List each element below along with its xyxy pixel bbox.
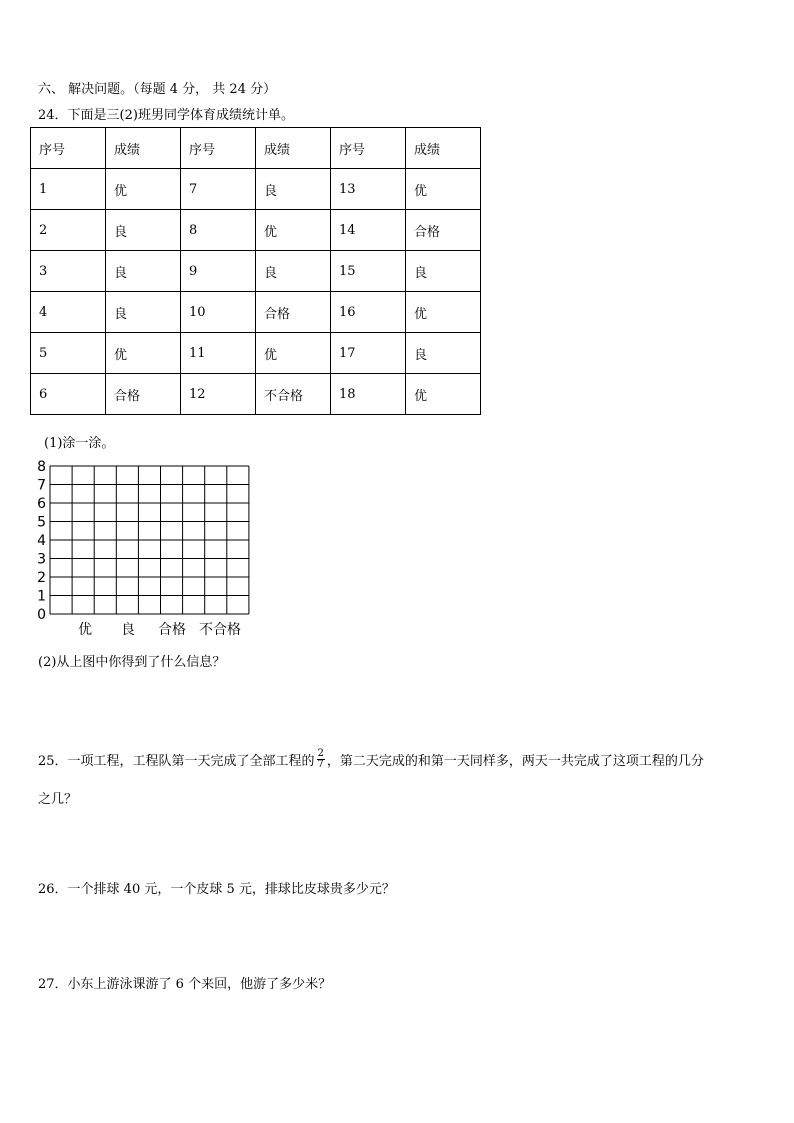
table-cell: 合格 bbox=[256, 292, 331, 333]
table-cell: 1 bbox=[31, 169, 106, 210]
table-cell: 9 bbox=[181, 251, 256, 292]
x-category-label: 不合格 bbox=[199, 622, 241, 638]
y-tick-label: 3 bbox=[37, 551, 46, 568]
fraction-numerator: 2 bbox=[317, 748, 324, 759]
table-cell: 良 bbox=[256, 251, 331, 292]
x-category-label: 优 bbox=[78, 622, 92, 638]
y-tick-label: 4 bbox=[37, 533, 46, 549]
y-tick-label: 8 bbox=[37, 459, 46, 475]
table-row bbox=[31, 374, 481, 415]
table-row bbox=[31, 333, 481, 374]
table-cell: 4 bbox=[31, 292, 106, 333]
question-25-text-before: 25．一项工程，工程队第一天完成了全部工程的 bbox=[38, 754, 315, 769]
y-tick-label: 5 bbox=[37, 514, 46, 531]
table-cell: 16 bbox=[331, 292, 406, 333]
table-cell: 不合格 bbox=[256, 374, 331, 415]
table-cell: 合格 bbox=[106, 374, 181, 415]
table-cell: 良 bbox=[256, 169, 331, 210]
question-25-text-after: ，第二天完成的和第一天同样多，两天一共完成了这项工程的几分 bbox=[326, 754, 704, 769]
bar-chart-grid bbox=[30, 456, 260, 641]
part-2-prompt: (2)从上图中你得到了什么信息？ bbox=[38, 655, 226, 670]
fraction-denominator: 7 bbox=[317, 759, 324, 770]
table-cell: 8 bbox=[181, 210, 256, 251]
table-cell: 良 bbox=[106, 251, 181, 292]
table-cell: 优 bbox=[106, 169, 181, 210]
header-cell: 序号 bbox=[331, 128, 406, 169]
table-cell: 优 bbox=[406, 292, 481, 333]
table-cell: 优 bbox=[256, 333, 331, 374]
grades-table bbox=[30, 127, 481, 415]
question-26: 26．一个排球 40 元，一个皮球 5 元，排球比皮球贵多少元？ bbox=[38, 882, 395, 897]
table-row bbox=[31, 292, 481, 333]
table-header-row bbox=[31, 128, 481, 169]
header-cell: 成绩 bbox=[256, 128, 331, 169]
header-cell: 成绩 bbox=[406, 128, 481, 169]
table-cell: 14 bbox=[331, 210, 406, 251]
x-category-label: 良 bbox=[121, 622, 135, 638]
question-25-line2: 之几？ bbox=[38, 792, 78, 807]
table-cell: 12 bbox=[181, 374, 256, 415]
table-cell: 2 bbox=[31, 210, 106, 251]
x-category-label: 合格 bbox=[158, 622, 186, 638]
table-cell: 18 bbox=[331, 374, 406, 415]
table-cell: 良 bbox=[106, 210, 181, 251]
part-1-prompt: (1)涂一涂。 bbox=[44, 436, 115, 451]
table-cell: 良 bbox=[406, 251, 481, 292]
header-cell: 成绩 bbox=[106, 128, 181, 169]
table-cell: 13 bbox=[331, 169, 406, 210]
y-tick-label: 7 bbox=[37, 477, 46, 494]
table-cell: 优 bbox=[406, 169, 481, 210]
y-tick-label: 6 bbox=[37, 496, 46, 512]
table-row bbox=[31, 210, 481, 251]
question-24-title: 24．下面是三(2)班男同学体育成绩统计单。 bbox=[38, 108, 294, 123]
question-27: 27．小东上游泳课游了 6 个来回，他游了多少米？ bbox=[38, 977, 332, 992]
header-cell: 序号 bbox=[181, 128, 256, 169]
table-cell: 良 bbox=[406, 333, 481, 374]
header-cell: 序号 bbox=[31, 128, 106, 169]
table-row bbox=[31, 251, 481, 292]
table-cell: 良 bbox=[106, 292, 181, 333]
table-cell: 7 bbox=[181, 169, 256, 210]
table-cell: 15 bbox=[331, 251, 406, 292]
table-cell: 17 bbox=[331, 333, 406, 374]
question-25-line1 bbox=[38, 750, 704, 772]
table-cell: 11 bbox=[181, 333, 256, 374]
table-cell: 优 bbox=[406, 374, 481, 415]
fraction bbox=[317, 749, 325, 770]
table-cell: 5 bbox=[31, 333, 106, 374]
table-cell: 合格 bbox=[406, 210, 481, 251]
table-cell: 6 bbox=[31, 374, 106, 415]
y-tick-label: 0 bbox=[37, 607, 46, 623]
y-tick-label: 1 bbox=[37, 588, 46, 605]
table-cell: 3 bbox=[31, 251, 106, 292]
table-cell: 10 bbox=[181, 292, 256, 333]
section-heading: 六、 解决问题。（每题 4 分， 共 24 分） bbox=[38, 82, 277, 97]
y-tick-label: 2 bbox=[37, 570, 46, 586]
table-cell: 优 bbox=[256, 210, 331, 251]
table-row bbox=[31, 169, 481, 210]
table-cell: 优 bbox=[106, 333, 181, 374]
